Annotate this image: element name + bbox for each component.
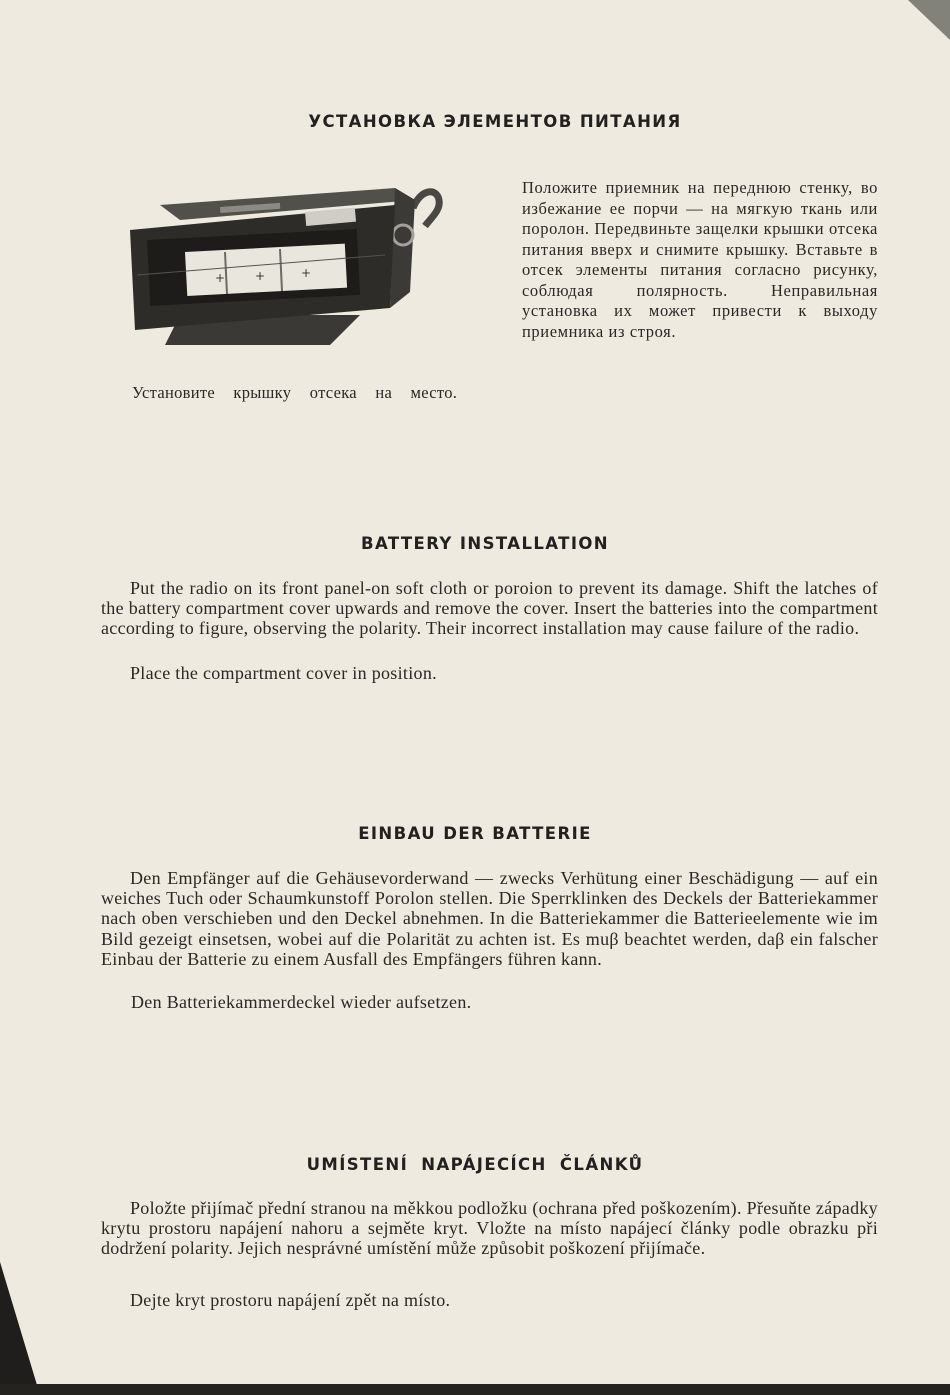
svg-text:+: + bbox=[301, 266, 312, 280]
german-closing: Den Batteriekammerdeckel wieder aufsetzen. bbox=[131, 992, 472, 1012]
english-heading: BATTERY INSTALLATION bbox=[360, 534, 610, 553]
svg-text:+: + bbox=[215, 271, 226, 285]
english-paragraph: Put the radio on its front panel-on soft cloth or poroion to prevent its damage. Shift the latches of the battery compartment cover upwards and remove the cover. Insert the batteries into the compartment according to figure, observing the polarity. Their incorrect installation may cause failure of the radio. bbox=[101, 578, 878, 639]
russian-paragraph: Положите приемник на переднюю стенку, во избежание ее порчи — на мягкую ткань или поролон. Передвиньте защелки крышки отсека питания вверх и снимите крышку. Вставьте в отсек элементы питания согласно рисунку, соблюдая полярность. Неправильная установка их может привести к выходу приемника из строя. bbox=[522, 178, 878, 341]
german-heading: EINBAU DER BATTERIE bbox=[358, 824, 592, 843]
english-closing: Place the compartment cover in position. bbox=[130, 663, 437, 683]
czech-heading: UMÍSTENÍ NAPÁJECÍCH ČLÁNKŮ bbox=[306, 1155, 644, 1174]
russian-closing: Установите крышку отсека на место. bbox=[132, 383, 458, 402]
radio-battery-illustration bbox=[125, 180, 445, 350]
czech-paragraph: Položte přijímač přední stranou na měkkou podložku (ochrana před poškozením). Přesuňte západky krytu prostoru napájení nahoru a sejměte kryt. Vložte na místo napájecí články podle obrazku při dodržení polarity. Jejich nesprávné umístění může způsobit poškození přijímače. bbox=[101, 1198, 878, 1259]
german-paragraph: Den Empfänger auf die Gehäusevorderwand — zwecks Verhütung einer Beschädigung — auf ein weiches Tuch oder Schaumkunstoff Porolon stellen. Die Sperrklinken des Deckels der Batteriekammer nach oben verschieben und den Deckel abnehmen. In die Batteriekammer die Batterieelemente wie im Bild gezeigt einsetsen, wobei auf die Polarität zu achten ist. Es muβ beachtet werden, daβ ein falscher Einbau der Batterie zu einem Ausfall des Empfängers führen kann. bbox=[101, 868, 878, 969]
russian-heading: УСТАНОВКА ЭЛЕМЕНТОВ ПИТАНИЯ bbox=[308, 112, 682, 131]
czech-closing: Dejte kryt prostoru napájení zpět na místo. bbox=[130, 1290, 451, 1310]
svg-text:+: + bbox=[255, 269, 266, 283]
